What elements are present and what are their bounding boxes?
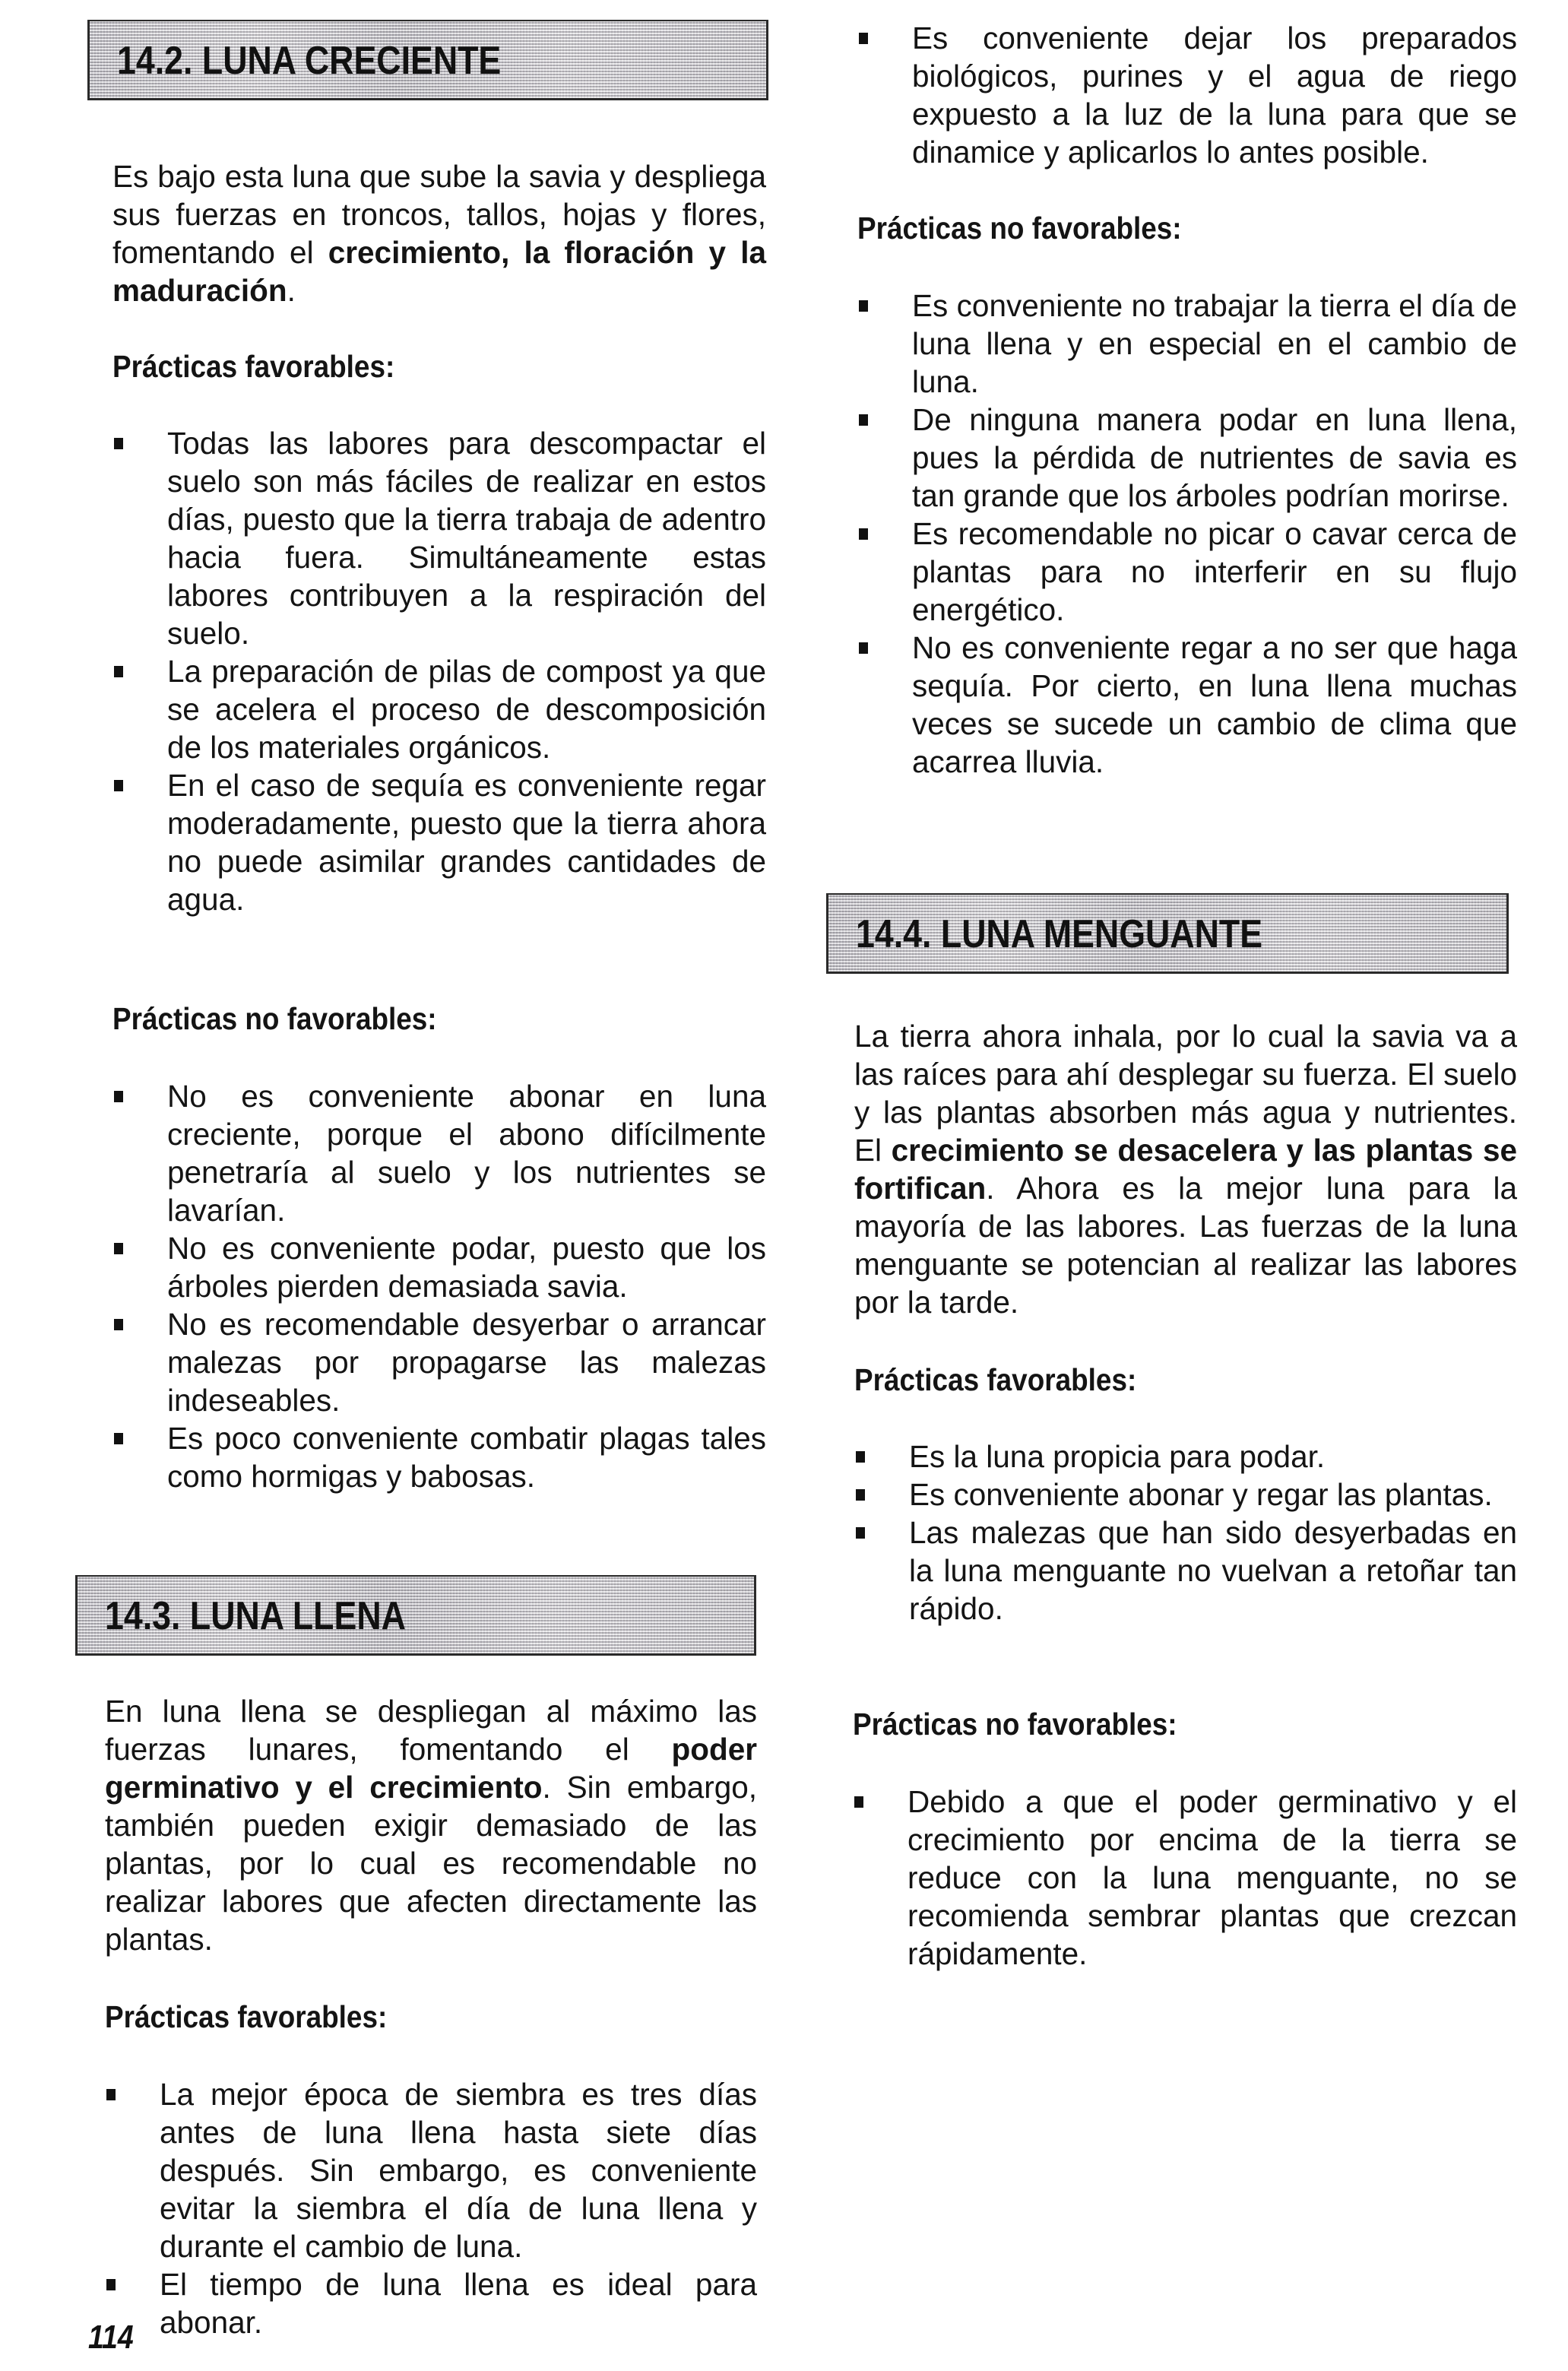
list-practicas-favorables-llena	[105, 2075, 757, 2341]
list-item-text: De ninguna manera podar en luna llena, pues la pérdida de nutrientes de savia es tan grande que los árboles podrían morirse.	[912, 402, 1517, 513]
list-item	[857, 401, 1517, 515]
list-item	[112, 424, 766, 652]
square-bullet-icon	[106, 2279, 116, 2290]
list-item	[112, 1305, 766, 1419]
square-bullet-icon	[859, 300, 868, 312]
square-bullet-icon	[114, 1243, 123, 1254]
list-item	[112, 766, 766, 918]
subheading-practicas-favorables: Prácticas favorables:	[105, 1999, 388, 2034]
section-heading-luna-llena	[75, 1575, 756, 1656]
intro-paragraph-llena	[105, 1692, 757, 1958]
intro-text-end: . Ahora es la mejor luna para la mayoría de las labores. Las fuerzas de la luna menguante se potencian al realizar las labores por la tarde.	[854, 1171, 1517, 1320]
list-item	[857, 287, 1517, 401]
square-bullet-icon	[859, 528, 868, 540]
square-bullet-icon	[856, 1489, 865, 1501]
intro-text: En luna llena se despliegan al máximo las fuerzas lunares, fomentando el	[105, 1694, 757, 1767]
square-bullet-icon	[114, 438, 123, 449]
list-item-text: La mejor época de siembra es tres días antes de luna llena hasta siete días después. Sin embargo, es conveniente evitar la siembra el día de luna llena y durante el cambio de luna.	[160, 2077, 757, 2264]
list-item-text: Es la luna propicia para podar.	[909, 1439, 1326, 1474]
heading-text: 14.3. LUNA LLENA	[105, 1594, 406, 1638]
list-practicas-favorables-menguante	[854, 1437, 1517, 1628]
list-item	[112, 1229, 766, 1305]
list-item-text: La preparación de pilas de compost ya que se acelera el proceso de descomposición de los materiales orgánicos.	[167, 654, 766, 765]
square-bullet-icon	[856, 1451, 865, 1463]
square-bullet-icon	[859, 33, 868, 44]
square-bullet-icon	[114, 1091, 123, 1102]
list-item	[105, 2075, 757, 2265]
list-item-text: Las malezas que han sido desyerbadas en la luna menguante no vuelvan a retoñar tan rápido.	[909, 1515, 1517, 1626]
list-item-text: No es conveniente podar, puesto que los árboles pierden demasiada savia.	[167, 1231, 766, 1304]
square-bullet-icon	[854, 1796, 863, 1808]
list-item-text: Es poco conveniente combatir plagas tales como hormigas y babosas.	[167, 1421, 766, 1494]
list-item	[857, 515, 1517, 629]
subheading-practicas-no-favorables: Prácticas no favorables:	[853, 1707, 1177, 1742]
square-bullet-icon	[859, 642, 868, 654]
list-practicas-favorables-creciente	[112, 424, 766, 918]
list-practicas-favorables-llena-continued	[857, 19, 1517, 171]
square-bullet-icon	[114, 666, 123, 677]
intro-bold-text: poder germinativo y el crecimiento	[105, 1732, 757, 1805]
list-practicas-no-favorables-menguante	[853, 1783, 1517, 1973]
list-item-text: Es conveniente no trabajar la tierra el día de luna llena y en especial en el cambio de luna.	[912, 288, 1517, 399]
list-practicas-no-favorables-creciente	[112, 1077, 766, 1495]
list-item-text: Es conveniente abonar y regar las plantas.	[909, 1477, 1493, 1512]
list-item-text: No es conveniente regar a no ser que haga sequía. Por cierto, en luna llena muchas veces se sucede un cambio de clima que acarrea lluvia.	[912, 630, 1517, 779]
list-item-text: En el caso de sequía es conveniente regar moderadamente, puesto que la tierra ahora no puede asimilar grandes cantidades de agua.	[167, 768, 766, 917]
list-item	[112, 1419, 766, 1495]
subheading-practicas-favorables: Prácticas favorables:	[112, 349, 395, 384]
subheading-practicas-no-favorables: Prácticas no favorables:	[857, 211, 1182, 246]
intro-text: Es bajo esta luna que sube la savia y despliega sus fuerzas en troncos, tallos, hojas y flores, fomentando el	[112, 159, 766, 270]
list-item	[112, 1077, 766, 1229]
intro-text-end: .	[287, 273, 296, 308]
list-item-text: Todas las labores para descompactar el suelo son más fáciles de realizar en estos días, puesto que la tierra trabaja de adentro hacia fuera. Simultáneamente estas labores contribuyen a la respiración del suelo.	[167, 426, 766, 651]
subheading-practicas-favorables: Prácticas favorables:	[854, 1362, 1137, 1397]
heading-text: 14.4. LUNA MENGUANTE	[856, 912, 1263, 956]
intro-bold-text: crecimiento, la floración y la maduración	[112, 235, 767, 308]
list-item	[857, 19, 1517, 171]
list-item	[105, 2265, 757, 2341]
list-item-text: Es recomendable no picar o cavar cerca de plantas para no interferir en su flujo energético.	[912, 516, 1517, 627]
list-practicas-no-favorables-llena	[857, 287, 1517, 781]
intro-paragraph-creciente	[112, 157, 766, 309]
list-item-text: El tiempo de luna llena es ideal para abonar.	[160, 2267, 757, 2340]
list-item	[854, 1437, 1517, 1476]
list-item	[854, 1514, 1517, 1628]
square-bullet-icon	[114, 780, 123, 791]
intro-bold-text: crecimiento se desacelera y las plantas se fortifican	[854, 1133, 1517, 1206]
intro-paragraph-menguante	[854, 1017, 1517, 1321]
square-bullet-icon	[856, 1527, 865, 1539]
list-item	[853, 1783, 1517, 1973]
square-bullet-icon	[859, 414, 868, 426]
intro-text-end: . Sin embargo, también pueden exigir demasiado de las plantas, por lo cual es recomendable no realizar labores que afecten directamente las plantas.	[105, 1770, 757, 1957]
list-item	[854, 1476, 1517, 1514]
list-item-text: Debido a que el poder germinativo y el crecimiento por encima de la tierra se reduce con la luna menguante, no se recomienda sembrar plantas que crezcan rápidamente.	[908, 1784, 1517, 1971]
intro-text: La tierra ahora inhala, por lo cual la savia va a las raíces para ahí desplegar su fuerza. El suelo y las plantas absorben más agua y nutrientes. El	[854, 1019, 1517, 1168]
square-bullet-icon	[114, 1433, 123, 1444]
list-item	[112, 652, 766, 766]
section-heading-luna-menguante	[826, 893, 1509, 974]
heading-text: 14.2. LUNA CRECIENTE	[117, 39, 502, 83]
list-item	[857, 629, 1517, 781]
list-item-text: Es conveniente dejar los preparados biológicos, purines y el agua de riego expuesto a la luz de la luna para que se dinamice y aplicarlos lo antes posible.	[912, 21, 1517, 170]
list-item-text: No es conveniente abonar en luna creciente, porque el abono difícilmente penetraría al suelo y los nutrientes se lavarían.	[167, 1079, 766, 1228]
subheading-practicas-no-favorables: Prácticas no favorables:	[112, 1001, 437, 1036]
section-heading-luna-creciente	[87, 20, 768, 100]
square-bullet-icon	[114, 1319, 123, 1330]
page-number: 114	[88, 2319, 134, 2356]
list-item-text: No es recomendable desyerbar o arrancar malezas por propagarse las malezas indeseables.	[167, 1307, 766, 1418]
square-bullet-icon	[106, 2089, 116, 2100]
